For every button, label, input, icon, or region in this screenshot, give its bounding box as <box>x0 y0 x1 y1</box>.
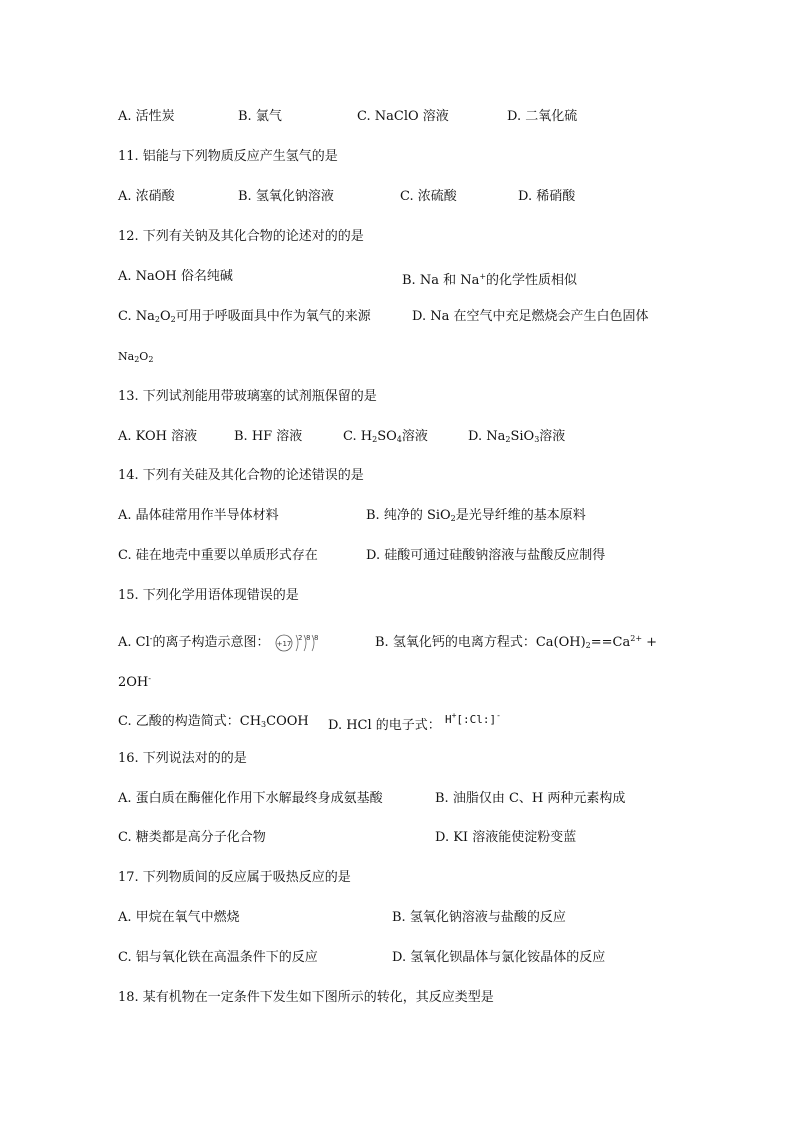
q13-option-d <box>468 428 565 449</box>
q12-d-cont-sub2: 2 <box>148 355 154 364</box>
diagram-nucleus-label: +17 <box>276 639 292 648</box>
q15-c-sub: 3 <box>261 720 267 729</box>
q13-option-a: A. KOH 溶液 <box>118 429 198 444</box>
q15-b-rest: + <box>642 635 658 650</box>
q11-option-a: A. 浓硝酸 <box>118 189 175 204</box>
q16-option-a: A. 蛋白质在酶催化作用下水解最终身成氨基酸 <box>118 791 383 806</box>
q10-option-d: D. 二氧化硫 <box>507 109 578 124</box>
q15-option-b-continued <box>118 670 151 692</box>
q15-option-c <box>118 713 309 734</box>
q15-option-b <box>375 630 657 655</box>
q15-a-rest: 的离子构造示意图： <box>152 635 270 650</box>
q15-c-text: C. 乙酸的构造简式：CH <box>118 714 262 729</box>
q17-option-a: A. 甲烷在氧气中燃烧 <box>118 910 240 925</box>
q16-stem: 16. 下列说法对的的是 <box>118 751 247 766</box>
q12-c-mid: O <box>159 309 171 324</box>
q18-stem: 18. 某有机物在一定条件下发生如下图所示的转化，其反应类型是 <box>118 990 494 1005</box>
chloride-ion-structure-diagram <box>274 632 322 654</box>
q10-option-b: B. 氯气 <box>238 109 282 124</box>
diagram-shell-3: 8 <box>313 633 319 642</box>
q15-b-mid: ==Ca <box>590 635 631 650</box>
hcl-electron-formula <box>445 707 501 729</box>
q12-d-cont-mid: O <box>139 350 149 363</box>
q13-d-mid: SiO <box>510 429 535 444</box>
q17-option-d: D. 氢氧化钡晶体与氯化铵晶体的反应 <box>392 950 606 965</box>
q10-option-c: C. NaClO 溶液 <box>357 109 449 124</box>
q17-stem: 17. 下列物质间的反应属于吸热反应的是 <box>118 870 351 885</box>
q15-option-d <box>328 713 501 735</box>
electron-formula-h-charge: + <box>451 711 457 720</box>
q13-option-b: B. HF 溶液 <box>234 429 303 444</box>
q12-option-c <box>118 308 371 329</box>
q13-c-sub2: 4 <box>396 435 402 444</box>
q12-b-text: B. Na 和 Na <box>402 273 480 288</box>
q12-option-a: A. NaOH 俗名纯碱 <box>118 269 233 284</box>
q12-option-d: D. Na 在空气中充足燃烧会产生白色固体 <box>412 309 649 324</box>
q16-option-b: B. 油脂仅由 C、H 两种元素构成 <box>435 791 626 806</box>
q12-c-sub2: 2 <box>170 315 176 324</box>
q13-c-text: C. H <box>343 429 373 444</box>
q14-b-rest: 是光导纤维的基本原料 <box>455 508 586 523</box>
q10-option-a: A. 活性炭 <box>118 109 175 124</box>
q11-option-d: D. 稀硝酸 <box>518 189 576 204</box>
q12-b-charge: + <box>479 272 487 281</box>
q14-option-b <box>366 507 586 528</box>
q12-d-cont-sub1: 2 <box>134 355 140 364</box>
q13-d-sub1: 2 <box>505 435 511 444</box>
q15-stem: 15. 下列化学用语体现错误的是 <box>118 588 299 603</box>
diagram-shell-1: 2 <box>297 633 303 642</box>
electron-formula-cl: [:Cl:] <box>456 713 497 726</box>
q17-option-b: B. 氢氧化钠溶液与盐酸的反应 <box>392 910 566 925</box>
q15-option-a <box>118 630 322 654</box>
q11-option-c: C. 浓硫酸 <box>400 189 457 204</box>
q15-c-rest: COOH <box>266 714 309 729</box>
q14-b-sub: 2 <box>450 514 456 523</box>
q15-b-cont-charge: - <box>148 674 151 683</box>
q12-d-cont-text: Na <box>118 350 135 363</box>
q17-option-c: C. 铝与氧化铁在高温条件下的反应 <box>118 950 318 965</box>
electron-formula-cl-charge: - <box>496 711 501 720</box>
q12-option-b <box>402 268 577 290</box>
q12-stem: 12. 下列有关钠及其化合物的论述对的的是 <box>118 229 364 244</box>
q12-c-sub1: 2 <box>154 315 160 324</box>
q13-c-rest: 溶液 <box>401 429 428 444</box>
q13-d-text: D. Na <box>468 429 506 444</box>
q13-d-sub2: 3 <box>534 435 540 444</box>
q12-option-d-continued <box>118 348 153 369</box>
q14-stem: 14. 下列有关硅及其化合物的论述错误的是 <box>118 468 364 483</box>
q13-stem: 13. 下列试剂能用带玻璃塞的试剂瓶保留的是 <box>118 389 377 404</box>
q16-option-d: D. KI 溶液能使淀粉变蓝 <box>435 830 577 845</box>
electron-formula-h: H <box>444 713 452 726</box>
q15-b-charge: 2+ <box>630 634 643 643</box>
q12-b-rest: 的化学性质相似 <box>486 273 578 288</box>
q15-b-text: B. 氢氧化钙的电离方程式：Ca(OH) <box>375 635 586 650</box>
q15-b-sub: 2 <box>585 641 591 650</box>
q13-c-mid: SO <box>377 429 397 444</box>
q15-d-text: D. HCl 的电子式： <box>328 718 441 733</box>
q13-d-rest: 溶液 <box>539 429 566 444</box>
q14-b-text: B. 纯净的 SiO <box>366 508 451 523</box>
q15-a-charge: - <box>149 634 153 643</box>
q11-option-b: B. 氢氧化钠溶液 <box>238 189 334 204</box>
q14-option-c: C. 硅在地壳中重要以单质形式存在 <box>118 548 318 563</box>
q16-option-c: C. 糖类都是高分子化合物 <box>118 830 266 845</box>
q11-stem: 11. 铝能与下列物质反应产生氢气的是 <box>118 149 338 164</box>
q15-a-text: A. Cl <box>118 635 150 650</box>
q12-c-text: C. Na <box>118 309 155 324</box>
q12-c-rest: 可用于呼吸面具中作为氧气的来源 <box>175 309 371 324</box>
q14-option-d: D. 硅酸可通过硅酸钠溶液与盐酸反应制得 <box>366 548 606 563</box>
q14-option-a: A. 晶体硅常用作半导体材料 <box>118 508 279 523</box>
q13-c-sub1: 2 <box>372 435 378 444</box>
q15-b-cont-text: 2OH <box>118 675 149 690</box>
diagram-shell-2: 8 <box>305 633 311 642</box>
q13-option-c <box>343 428 428 449</box>
